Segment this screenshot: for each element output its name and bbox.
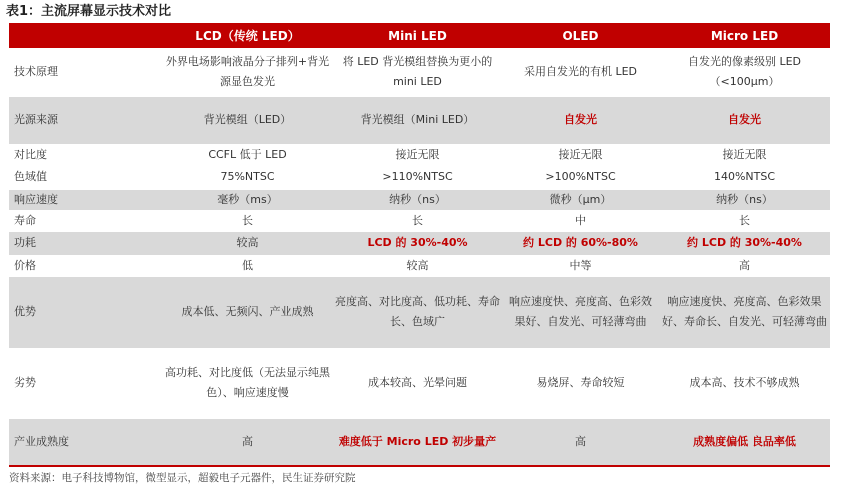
table-cell: 外界电场影响液晶分子排列+背光源显色发光 bbox=[162, 48, 333, 96]
table-cell: CCFL 低于 LED bbox=[162, 144, 333, 165]
row-label: 响应速度 bbox=[9, 189, 162, 210]
table-cell: >110%NTSC bbox=[333, 165, 502, 189]
table-cell: 毫秒（ms） bbox=[162, 189, 333, 210]
column-header-mini-led: Mini LED bbox=[333, 23, 502, 48]
table-cell: 成熟度偏低 良品率低 bbox=[659, 418, 830, 466]
table-cell: 成本高、技术不够成熟 bbox=[659, 348, 830, 418]
table-cell: 将 LED 背光模组替换为更小的 mini LED bbox=[333, 48, 502, 96]
table-cell: >100%NTSC bbox=[502, 165, 659, 189]
row-label: 优势 bbox=[9, 276, 162, 348]
column-header-micro-led: Micro LED bbox=[659, 23, 830, 48]
row-label: 对比度 bbox=[9, 144, 162, 165]
table-cell: 易烧屏、寿命较短 bbox=[502, 348, 659, 418]
table-cell: 接近无限 bbox=[333, 144, 502, 165]
table-cell: 自发光 bbox=[659, 96, 830, 144]
comparison-table bbox=[9, 23, 830, 467]
table-cell: 约 LCD 的 30%-40% bbox=[659, 231, 830, 255]
table-cell: 75%NTSC bbox=[162, 165, 333, 189]
table-cell: LCD 的 30%-40% bbox=[333, 231, 502, 255]
table-cell: 接近无限 bbox=[659, 144, 830, 165]
table-cell: 亮度高、对比度高、低功耗、寿命长、色域广 bbox=[333, 276, 502, 348]
table-cell: 高 bbox=[502, 418, 659, 466]
table-cell: 约 LCD 的 60%-80% bbox=[502, 231, 659, 255]
table-cell: 中等 bbox=[502, 255, 659, 276]
table-cell: 较高 bbox=[333, 255, 502, 276]
table-row bbox=[9, 418, 830, 466]
table-cell: 高 bbox=[659, 255, 830, 276]
source-note: 资料来源：电子科技博物馆，微型显示，超毅电子元器件，民生证券研究院 bbox=[9, 472, 356, 484]
table-cell: 难度低于 Micro LED 初步量产 bbox=[333, 418, 502, 466]
table-row bbox=[9, 348, 830, 418]
table-cell: 140%NTSC bbox=[659, 165, 830, 189]
table-cell: 背光模组（Mini LED） bbox=[333, 96, 502, 144]
table-cell: 长 bbox=[333, 210, 502, 231]
header-row bbox=[9, 23, 830, 48]
row-label: 技术原理 bbox=[9, 48, 162, 96]
table-row bbox=[9, 144, 830, 165]
table-row bbox=[9, 48, 830, 96]
table-row bbox=[9, 189, 830, 210]
row-label: 功耗 bbox=[9, 231, 162, 255]
table-row bbox=[9, 165, 830, 189]
table-row bbox=[9, 96, 830, 144]
table-cell: 成本较高、光晕问题 bbox=[333, 348, 502, 418]
table-cell: 长 bbox=[659, 210, 830, 231]
column-header-oled: OLED bbox=[502, 23, 659, 48]
row-label: 价格 bbox=[9, 255, 162, 276]
row-label: 寿命 bbox=[9, 210, 162, 231]
table-cell: 高功耗、对比度低（无法显示纯黑色）、响应速度慢 bbox=[162, 348, 333, 418]
row-label: 光源来源 bbox=[9, 96, 162, 144]
table-cell: 中 bbox=[502, 210, 659, 231]
table-title: 表1：主流屏幕显示技术对比 bbox=[6, 4, 172, 19]
table-cell: 响应速度快、亮度高、色彩效果好、寿命长、自发光、可轻薄弯曲 bbox=[659, 276, 830, 348]
table-cell: 长 bbox=[162, 210, 333, 231]
column-header-lcd: LCD（传统 LED） bbox=[162, 23, 333, 48]
row-label: 产业成熟度 bbox=[9, 418, 162, 466]
table-row bbox=[9, 210, 830, 231]
table-row bbox=[9, 231, 830, 255]
table-cell: 纳秒（ns） bbox=[333, 189, 502, 210]
table-row bbox=[9, 276, 830, 348]
table-cell: 高 bbox=[162, 418, 333, 466]
column-header-label bbox=[9, 23, 162, 48]
table-cell: 采用自发光的有机 LED bbox=[502, 48, 659, 96]
table-cell: 微秒（μm） bbox=[502, 189, 659, 210]
table-cell: 低 bbox=[162, 255, 333, 276]
table-cell: 自发光的像素级别 LED（<100μm） bbox=[659, 48, 830, 96]
table-cell: 接近无限 bbox=[502, 144, 659, 165]
table-cell: 成本低、无频闪、产业成熟 bbox=[162, 276, 333, 348]
table-row bbox=[9, 255, 830, 276]
row-label: 劣势 bbox=[9, 348, 162, 418]
table-cell: 响应速度快、亮度高、色彩效果好、自发光、可轻薄弯曲 bbox=[502, 276, 659, 348]
table-cell: 纳秒（ns） bbox=[659, 189, 830, 210]
row-label: 色域值 bbox=[9, 165, 162, 189]
table-cell: 自发光 bbox=[502, 96, 659, 144]
table-cell: 较高 bbox=[162, 231, 333, 255]
table-cell: 背光模组（LED） bbox=[162, 96, 333, 144]
